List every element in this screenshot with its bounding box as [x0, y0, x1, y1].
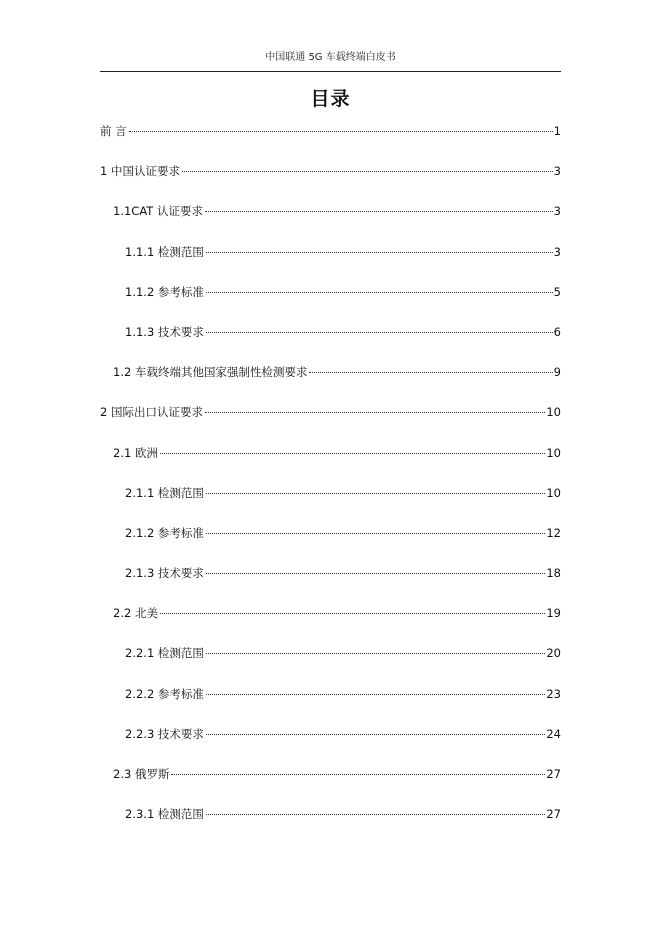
toc-leader-dots — [206, 292, 553, 293]
toc-leader-dots — [206, 493, 545, 494]
toc-page-number: 10 — [546, 445, 561, 460]
toc-entry-text: 前 言 — [100, 124, 127, 138]
toc-page-number: 6 — [553, 324, 561, 339]
toc-entry-text: 1.1.3 技术要求 — [125, 324, 204, 339]
header-rule — [100, 71, 561, 72]
toc-page-number: 18 — [546, 566, 561, 581]
toc-entry-text: 1 中国认证要求 — [100, 164, 180, 179]
toc-leader-dots — [206, 694, 545, 695]
toc-page-number: 19 — [546, 606, 561, 621]
toc-entry-text: 2 国际出口认证要求 — [100, 405, 203, 420]
toc-entry-text: 1.1.1 检测范围 — [125, 244, 204, 259]
toc-entry-text: 2.1.3 技术要求 — [125, 566, 204, 581]
toc-entry[interactable] — [100, 160, 561, 200]
toc-entry[interactable] — [100, 200, 561, 240]
toc-entry[interactable] — [100, 763, 561, 803]
toc-page-number: 24 — [546, 726, 561, 741]
toc-entry[interactable] — [100, 522, 561, 562]
toc-leader-dots — [206, 734, 545, 735]
toc-leader-dots — [206, 573, 545, 574]
toc-entry[interactable] — [100, 723, 561, 763]
toc-page-number: 3 — [553, 164, 561, 179]
toc-entry[interactable] — [100, 683, 561, 723]
toc-entry[interactable] — [100, 642, 561, 682]
toc-page-number: 1 — [553, 124, 561, 138]
toc-leader-dots — [205, 412, 545, 413]
toc-page-number: 3 — [553, 204, 561, 219]
toc-title: 目录 — [310, 88, 351, 110]
toc-entry-text: 2.2.3 技术要求 — [125, 726, 204, 741]
toc-entry[interactable] — [100, 803, 561, 843]
toc-entry[interactable] — [100, 562, 561, 602]
toc-page-number: 10 — [546, 405, 561, 420]
toc-entry[interactable] — [100, 241, 561, 281]
toc-leader-dots — [129, 131, 553, 132]
toc-entry[interactable] — [100, 482, 561, 522]
toc-leader-dots — [160, 613, 545, 614]
toc-entry[interactable] — [100, 401, 561, 441]
toc-entry[interactable] — [100, 361, 561, 401]
toc-leader-dots — [206, 533, 545, 534]
toc-entry-text: 2.3 俄罗斯 — [113, 767, 170, 781]
toc-entry[interactable] — [100, 281, 561, 321]
toc-entry-text: 2.1.2 参考标准 — [125, 525, 204, 540]
toc-page-number: 3 — [553, 244, 561, 259]
toc-leader-dots — [206, 814, 545, 815]
toc-entry[interactable] — [100, 442, 561, 482]
toc-entry-text: 2.2.2 参考标准 — [125, 686, 204, 701]
toc-entry-text: 1.2 车载终端其他国家强制性检测要求 — [113, 365, 308, 380]
toc-page-number: 10 — [546, 485, 561, 500]
toc-leader-dots — [160, 453, 545, 454]
toc-entry-text: 1.1CAT 认证要求 — [113, 204, 203, 219]
toc-page-number: 5 — [553, 284, 561, 299]
toc-leader-dots — [309, 372, 552, 373]
toc-page-number: 9 — [553, 365, 561, 380]
toc-entry-text: 2.1 欧洲 — [113, 445, 158, 460]
running-header: 中国联通 5G 车载终端白皮书 — [265, 52, 396, 63]
toc-entry[interactable] — [100, 321, 561, 361]
toc-entry-text: 2.2.1 检测范围 — [125, 646, 204, 661]
toc-leader-dots — [182, 171, 553, 172]
toc-leader-dots — [206, 653, 545, 654]
toc-entry[interactable] — [100, 120, 561, 160]
toc-leader-dots — [205, 211, 553, 212]
toc-page-number: 27 — [546, 767, 561, 781]
toc-entry-text: 2.1.1 检测范围 — [125, 485, 204, 500]
toc-page-number: 12 — [546, 525, 561, 540]
toc-leader-dots — [206, 332, 553, 333]
toc-page-number: 27 — [546, 807, 561, 822]
toc-entry-text: 1.1.2 参考标准 — [125, 284, 204, 299]
table-of-contents — [100, 120, 561, 843]
toc-leader-dots — [171, 774, 545, 775]
toc-entry[interactable] — [100, 602, 561, 642]
toc-page-number: 20 — [546, 646, 561, 661]
toc-leader-dots — [206, 252, 553, 253]
toc-entry-text: 2.2 北美 — [113, 606, 158, 621]
toc-page-number: 23 — [546, 686, 561, 701]
toc-entry-text: 2.3.1 检测范围 — [125, 807, 204, 822]
